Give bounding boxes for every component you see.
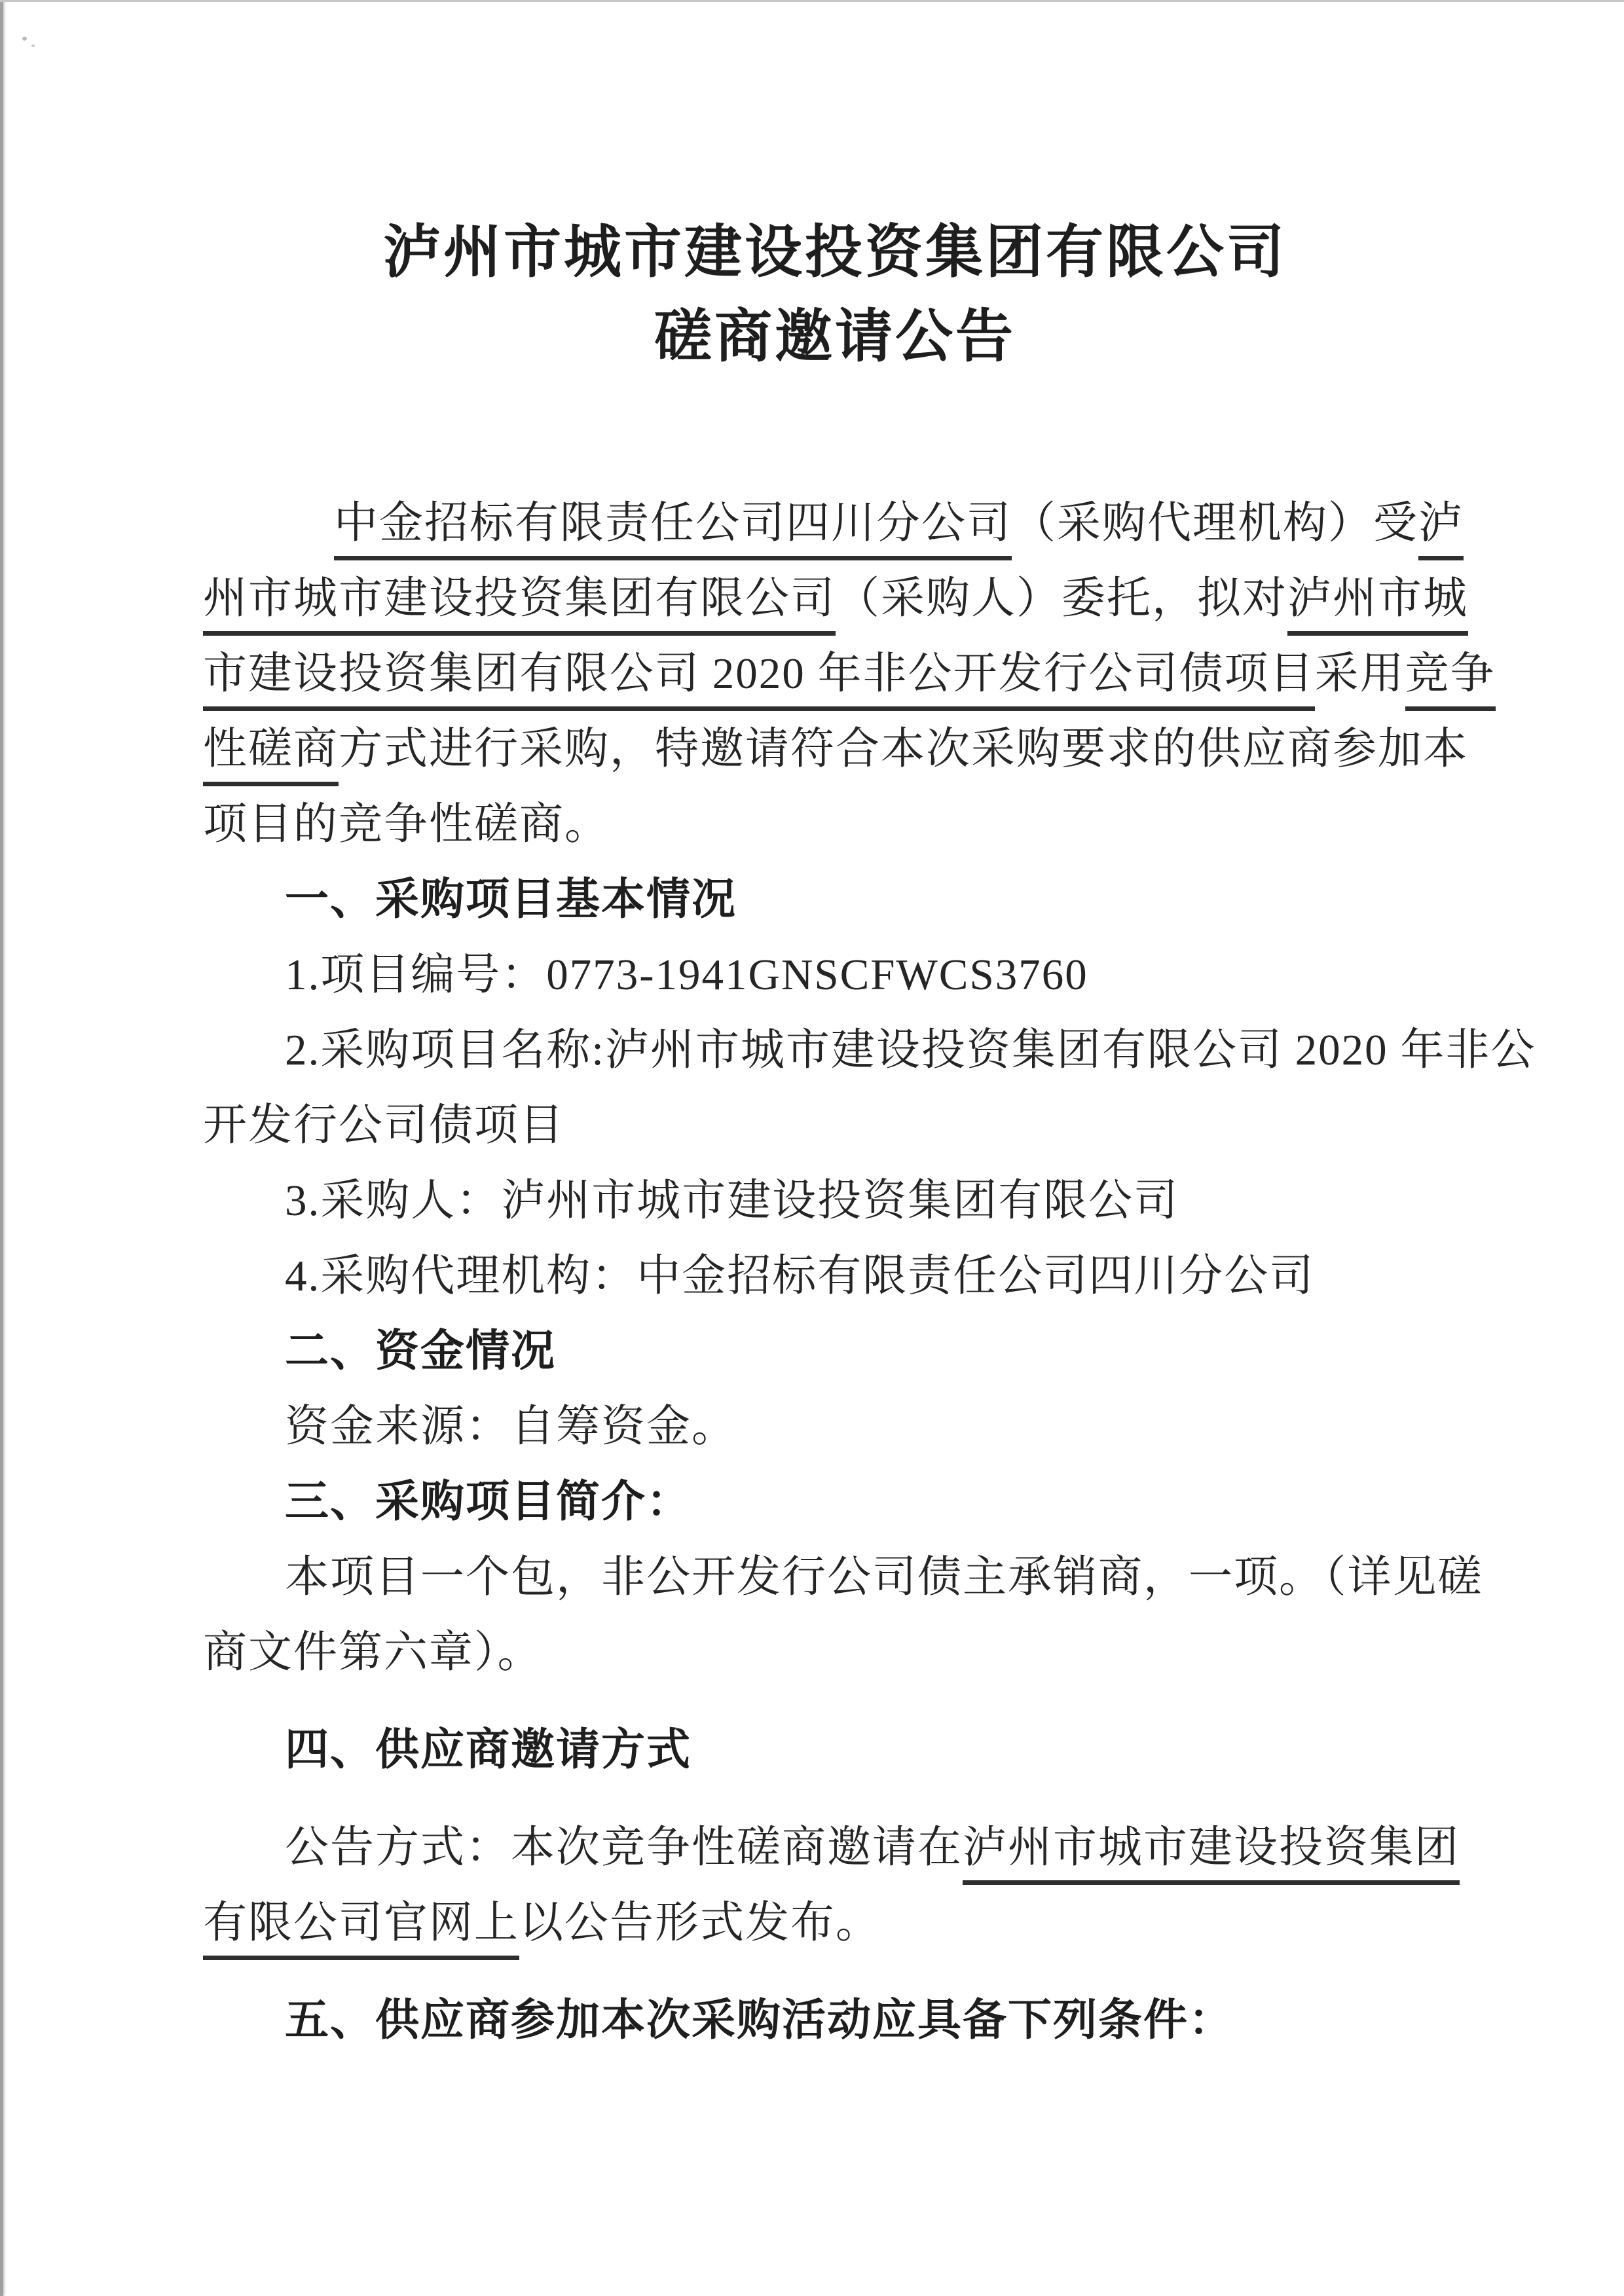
scan-speck: [22, 37, 27, 41]
purchaser-line: [203, 1163, 1513, 1239]
underlined-text: 州市城市建设投资集团有限公司: [203, 574, 836, 636]
text-segment: 四、供应商邀请方式: [285, 1726, 692, 1774]
underlined-text: 性磋商: [203, 725, 339, 786]
project-intro-line: [203, 1540, 1513, 1615]
text-segment: 1.项目编号：0773-1941GNSCFWCS3760: [285, 951, 1088, 999]
announcement-method-line-continued: [203, 1886, 1513, 1961]
document-body: [203, 486, 1536, 2058]
funding-source-line: [203, 1389, 1513, 1465]
paragraph-line: [203, 712, 1513, 787]
underlined-text: 泸州市城: [1287, 574, 1468, 636]
project-name-line: [203, 1013, 1536, 1088]
scan-speck: [31, 45, 35, 47]
underlined-text: 泸: [1418, 499, 1464, 560]
agency-line: [203, 1239, 1513, 1314]
underlined-text: 竞争: [1405, 649, 1496, 711]
project-number-line: [203, 938, 1513, 1013]
section-heading-3: [203, 1465, 1513, 1540]
text-segment: 本项目一个包，非公开发行公司债主承销商，一项。（详见磋: [285, 1553, 1483, 1601]
text-segment: 开发行公司债项目: [203, 1101, 564, 1150]
underlined-text: 有限公司官网上: [203, 1899, 519, 1960]
section-heading-1: [203, 862, 1513, 938]
text-segment: 资金来源：自筹资金。: [285, 1402, 737, 1451]
section-heading-5: [203, 1983, 1513, 2058]
paragraph-line: [203, 561, 1513, 636]
section-heading-2: [203, 1314, 1513, 1389]
text-segment: 4.采购代理机构：中金招标有限责任公司四川分公司: [285, 1252, 1315, 1300]
project-intro-line-continued: [203, 1615, 1513, 1690]
text-segment: 一、采购项目基本情况: [285, 875, 737, 924]
text-segment: 采用: [1314, 649, 1405, 698]
text-segment: 五、供应商参加本次采购活动应具备下列条件：: [285, 1996, 1234, 2045]
scan-edge-artifact-left: [0, 0, 3, 2296]
project-name-line-continued: [203, 1088, 1513, 1163]
underlined-text: 市建设投资集团有限公司 2020 年非公开发行公司债项目: [203, 649, 1315, 711]
underlined-text: 中金招标有限责任公司四川分公司: [334, 499, 1012, 560]
section-heading-4: [203, 1713, 1513, 1788]
scan-edge-artifact-top: [0, 0, 1624, 2]
document-title-line-2: 磋商邀请公告: [654, 306, 1016, 369]
text-segment: 以公告形式发布。: [519, 1899, 881, 1947]
text-segment: 3.采购人：泸州市城市建设投资集团有限公司: [285, 1176, 1179, 1225]
text-segment: （采购人）委托，拟对: [836, 574, 1287, 623]
text-segment: （采购代理机构）受: [1012, 499, 1418, 547]
paragraph-line: [203, 636, 1513, 712]
underlined-text: 泸州市城市建设投资集团: [963, 1823, 1460, 1885]
text-segment: 方式进行采购，特邀请符合本次采购要求的供应商参加本: [339, 725, 1468, 773]
paragraph-line: [203, 787, 1513, 862]
text-segment: 二、资金情况: [285, 1327, 556, 1376]
document-title-line-1: 泸州市城市建设投资集团有限公司: [382, 221, 1287, 285]
text-segment: 三、采购项目简介：: [285, 1478, 692, 1526]
document-title: [196, 211, 1473, 380]
paragraph-line: [203, 486, 1513, 561]
announcement-method-line: [203, 1810, 1513, 1886]
text-segment: 2.采购项目名称:泸州市城市建设投资集团有限公司 2020 年非公: [285, 1026, 1536, 1074]
text-segment: 公告方式：本次竞争性磋商邀请在: [285, 1823, 963, 1872]
text-segment: 项目的竞争性磋商。: [203, 800, 610, 848]
text-segment: 商文件第六章）。: [203, 1628, 543, 1677]
